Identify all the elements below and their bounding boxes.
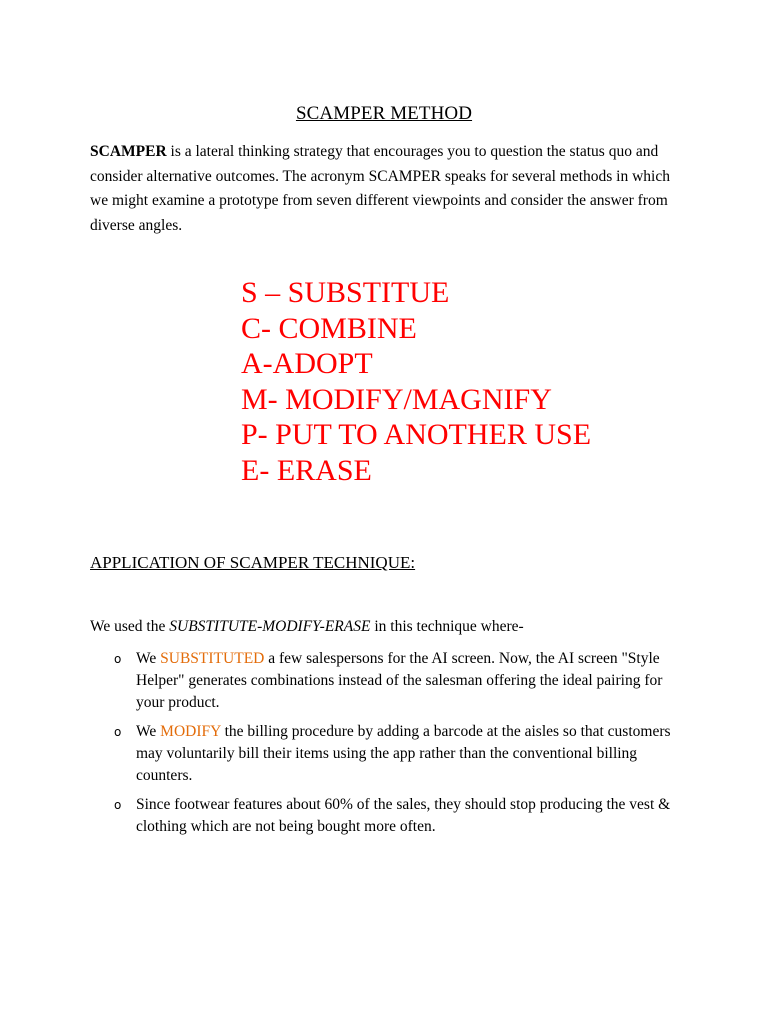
application-heading: APPLICATION OF SCAMPER TECHNIQUE:: [90, 553, 416, 572]
bullet-text: Since footwear features about 60% of the sales, they should stop producing the vest & clothing which are not being bought more often.: [136, 796, 671, 835]
bullet-text: the billing procedure by adding a barcode at the aisles so that customers may voluntarily bill their items using the app rather than the conventional billing counters.: [136, 723, 671, 784]
bullet-text: a few salespersons for the AI screen. Now, the AI screen "Style Helper" generates combinations instead of the salesman offering the ideal pairing for your product.: [136, 650, 663, 711]
bullet-highlight: SUBSTITUTED: [160, 650, 265, 667]
intro-bold-term: SCAMPER: [90, 143, 167, 160]
technique-used-line: [90, 618, 524, 636]
acronym-line: M- MODIFY/MAGNIFY: [241, 382, 552, 416]
acronym-line: E- ERASE: [241, 453, 372, 487]
bullet-text-prefix: We: [136, 650, 161, 667]
acronym-line: C- COMBINE: [241, 311, 417, 345]
page-title: SCAMPER METHOD: [295, 103, 473, 124]
bullet-text-prefix: We: [136, 723, 161, 740]
bullet-item: [90, 721, 690, 787]
bullet-marker-icon: o: [114, 725, 122, 739]
intro-text: is a lateral thinking strategy that encourages you to question the status quo and consider alternative outcomes. The acronym SCAMPER speaks for several methods in which we might examine a prototype from seven different viewpoints and consider the answer from diverse angles.: [90, 143, 670, 234]
bullet-item: [90, 794, 690, 838]
used-line-technique: SUBSTITUTE-MODIFY-ERASE: [169, 618, 371, 635]
bullet-item: [90, 648, 690, 714]
scamper-acronym-list: [241, 275, 591, 488]
acronym-line: S – SUBSTITUE: [241, 276, 450, 309]
acronym-line: P- PUT TO ANOTHER USE: [241, 418, 592, 451]
bullet-highlight: MODIFY: [160, 723, 221, 740]
used-line-prefix: We used the: [90, 618, 170, 635]
intro-paragraph: [90, 140, 690, 238]
acronym-line: A-ADOPT: [241, 347, 373, 380]
used-line-suffix: in this technique where-: [370, 618, 524, 635]
application-bullet-list: [90, 648, 690, 845]
bullet-marker-icon: o: [114, 652, 122, 666]
bullet-marker-icon: o: [114, 798, 122, 812]
